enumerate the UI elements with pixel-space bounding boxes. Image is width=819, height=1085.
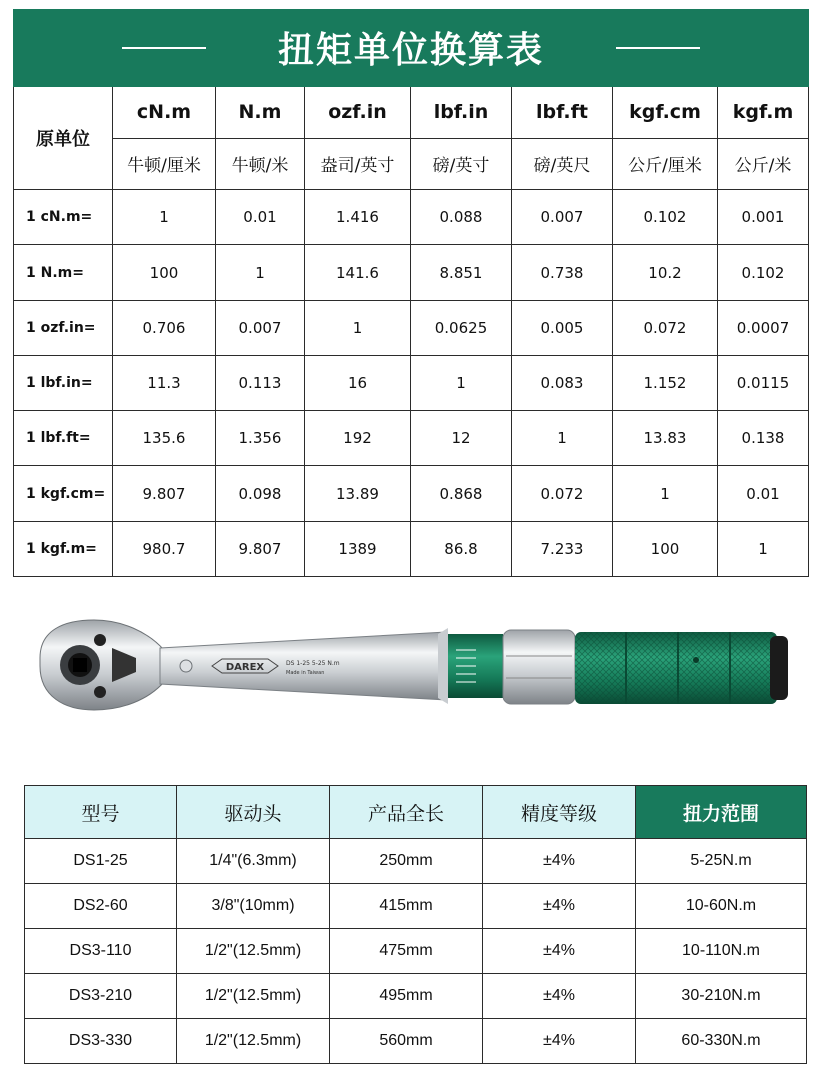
lock-ring	[503, 630, 575, 704]
spec-torque-range-cell: 5-25N.m	[636, 839, 807, 884]
page-title: 扭矩单位换算表	[278, 30, 545, 72]
ratchet-head	[40, 620, 164, 710]
conversion-value-cell: 135.6	[113, 411, 216, 466]
conversion-value-cell: 0.088	[411, 190, 512, 245]
conversion-value-cell: 980.7	[113, 521, 216, 576]
spec-length-cell: 495mm	[330, 974, 483, 1019]
spec-accuracy-cell: ±4%	[483, 929, 636, 974]
unit-symbol-header: N.m	[216, 86, 305, 138]
spec-model-cell: DS3-330	[25, 1019, 177, 1064]
unit-name-header: 牛顿/厘米	[113, 138, 216, 190]
spec-row	[25, 974, 807, 1019]
conversion-value-cell: 0.072	[613, 300, 718, 355]
conversion-value-cell: 0.868	[411, 466, 512, 521]
spec-torque-range-cell: 30-210N.m	[636, 974, 807, 1019]
conversion-value-cell: 16	[305, 355, 411, 410]
conversion-value-cell: 0.098	[216, 466, 305, 521]
spec-drive-cell: 1/2"(12.5mm)	[177, 974, 330, 1019]
spec-row	[25, 1019, 807, 1064]
spec-header-model: 型号	[25, 786, 177, 839]
conversion-value-cell: 0.706	[113, 300, 216, 355]
conversion-row-label: 1 lbf.in=	[14, 355, 113, 410]
conversion-value-cell: 0.007	[216, 300, 305, 355]
spec-header-length: 产品全长	[330, 786, 483, 839]
conversion-value-cell: 100	[613, 521, 718, 576]
conversion-value-cell: 0.102	[613, 190, 718, 245]
unit-name-header: 磅/英尺	[512, 138, 613, 190]
conversion-value-cell: 0.0115	[718, 355, 809, 410]
spec-torque-range-cell: 60-330N.m	[636, 1019, 807, 1064]
unit-symbol-header: kgf.cm	[613, 86, 718, 138]
spec-drive-cell: 1/2"(12.5mm)	[177, 1019, 330, 1064]
conversion-value-cell: 0.01	[718, 466, 809, 521]
conversion-value-cell: 11.3	[113, 355, 216, 410]
unit-symbol-header: lbf.in	[411, 86, 512, 138]
conversion-value-cell: 0.0625	[411, 300, 512, 355]
conversion-row-label: 1 N.m=	[14, 245, 113, 300]
spec-row	[25, 929, 807, 974]
unit-name-header: 牛顿/米	[216, 138, 305, 190]
title-decoration-line	[122, 47, 206, 49]
conversion-value-cell: 7.233	[512, 521, 613, 576]
conversion-row	[14, 300, 809, 355]
spec-model-cell: DS1-25	[25, 839, 177, 884]
spec-torque-range-cell: 10-110N.m	[636, 929, 807, 974]
conversion-value-cell: 0.138	[718, 411, 809, 466]
spec-model-cell: DS3-210	[25, 974, 177, 1019]
unit-name-header: 公斤/厘米	[613, 138, 718, 190]
conversion-row	[14, 466, 809, 521]
spec-accuracy-cell: ±4%	[483, 839, 636, 884]
spec-model-cell: DS2-60	[25, 884, 177, 929]
conversion-value-cell: 0.001	[718, 190, 809, 245]
spec-row	[25, 884, 807, 929]
spec-length-cell: 560mm	[330, 1019, 483, 1064]
conversion-value-cell: 0.083	[512, 355, 613, 410]
conversion-value-cell: 13.83	[613, 411, 718, 466]
conversion-value-cell: 1	[512, 411, 613, 466]
conversion-row	[14, 245, 809, 300]
spec-length-cell: 415mm	[330, 884, 483, 929]
conversion-value-cell: 1389	[305, 521, 411, 576]
product-spec-table	[24, 785, 807, 1064]
unit-symbol-header: ozf.in	[305, 86, 411, 138]
spec-drive-cell: 1/4"(6.3mm)	[177, 839, 330, 884]
spec-length-cell: 475mm	[330, 929, 483, 974]
spec-header-accuracy: 精度等级	[483, 786, 636, 839]
conversion-value-cell: 100	[113, 245, 216, 300]
torque-wrench-illustration	[36, 612, 796, 720]
spec-drive-cell: 1/2"(12.5mm)	[177, 929, 330, 974]
conversion-value-cell: 8.851	[411, 245, 512, 300]
conversion-value-cell: 192	[305, 411, 411, 466]
conversion-row-label: 1 kgf.m=	[14, 521, 113, 576]
spec-row	[25, 839, 807, 884]
knurled-grip	[575, 632, 788, 704]
wrench-shaft	[160, 632, 446, 700]
spec-accuracy-cell: ±4%	[483, 1019, 636, 1064]
unit-symbol-header: kgf.m	[718, 86, 809, 138]
wrench-brand-text: DAREX	[225, 662, 265, 673]
conversion-value-cell: 9.807	[113, 466, 216, 521]
spec-header-drive: 驱动头	[177, 786, 330, 839]
conversion-value-cell: 0.113	[216, 355, 305, 410]
spec-length-cell: 250mm	[330, 839, 483, 884]
conversion-row	[14, 355, 809, 410]
conversion-value-cell: 0.01	[216, 190, 305, 245]
unit-name-header: 磅/英寸	[411, 138, 512, 190]
conversion-row	[14, 411, 809, 466]
conversion-value-cell: 1	[216, 245, 305, 300]
conversion-row	[14, 521, 809, 576]
spec-model-cell: DS3-110	[25, 929, 177, 974]
scale-sleeve	[438, 628, 503, 704]
unit-symbol-header: lbf.ft	[512, 86, 613, 138]
conversion-row	[14, 190, 809, 245]
conversion-value-cell: 0.102	[718, 245, 809, 300]
conversion-value-cell: 1	[613, 466, 718, 521]
wrench-model-text: DS 1-25 5-25 N.m	[286, 660, 340, 667]
unit-name-header: 公斤/米	[718, 138, 809, 190]
wrench-origin-text: Made in Taiwan	[286, 670, 325, 676]
conversion-value-cell: 12	[411, 411, 512, 466]
conversion-row-label: 1 cN.m=	[14, 190, 113, 245]
conversion-value-cell: 0.738	[512, 245, 613, 300]
unit-symbol-header: cN.m	[113, 86, 216, 138]
title-decoration-line	[616, 47, 700, 49]
conversion-value-cell: 0.005	[512, 300, 613, 355]
spec-accuracy-cell: ±4%	[483, 884, 636, 929]
conversion-row-label: 1 kgf.cm=	[14, 466, 113, 521]
original-unit-header: 原单位	[14, 86, 113, 189]
conversion-value-cell: 9.807	[216, 521, 305, 576]
conversion-row-label: 1 lbf.ft=	[14, 411, 113, 466]
spec-torque-range-cell: 10-60N.m	[636, 884, 807, 929]
conversion-value-cell: 1.416	[305, 190, 411, 245]
conversion-value-cell: 1	[411, 355, 512, 410]
conversion-value-cell: 0.007	[512, 190, 613, 245]
spec-drive-cell: 3/8"(10mm)	[177, 884, 330, 929]
spec-header-torque-range: 扭力范围	[636, 786, 807, 839]
conversion-value-cell: 0.072	[512, 466, 613, 521]
conversion-value-cell: 1.152	[613, 355, 718, 410]
conversion-value-cell: 1	[718, 521, 809, 576]
spec-accuracy-cell: ±4%	[483, 974, 636, 1019]
conversion-value-cell: 1	[113, 190, 216, 245]
torque-conversion-table	[13, 9, 809, 577]
conversion-value-cell: 86.8	[411, 521, 512, 576]
conversion-value-cell: 13.89	[305, 466, 411, 521]
conversion-value-cell: 1.356	[216, 411, 305, 466]
conversion-value-cell: 141.6	[305, 245, 411, 300]
unit-name-header: 盎司/英寸	[305, 138, 411, 190]
title-banner	[14, 10, 809, 87]
conversion-value-cell: 1	[305, 300, 411, 355]
conversion-value-cell: 0.0007	[718, 300, 809, 355]
conversion-row-label: 1 ozf.in=	[14, 300, 113, 355]
conversion-value-cell: 10.2	[613, 245, 718, 300]
